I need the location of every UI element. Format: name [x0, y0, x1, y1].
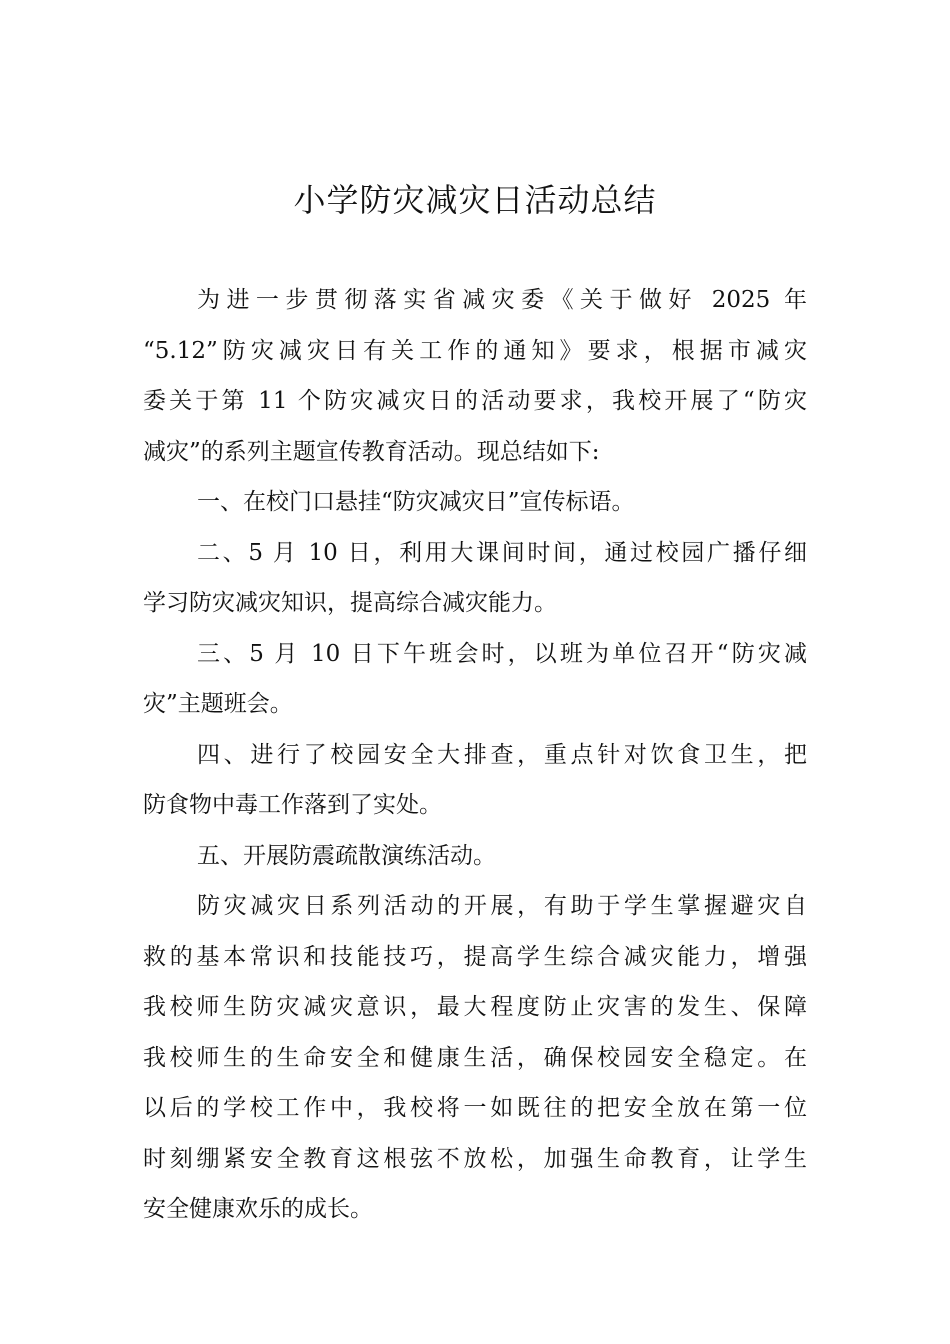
text-line: 防灾减灾日系列活动的开展，有助于学生掌握避灾自: [197, 893, 807, 919]
text-line: 三、5 月 10 日下午班会时，以班为单位召开“防灾减: [197, 640, 807, 667]
text-line: 我校师生的生命安全和健康生活，确保校园安全稳定。在: [143, 1044, 807, 1071]
text-line: 四、进行了校园安全大排查，重点针对饮食卫生，把: [197, 741, 807, 768]
document-title: 小学防灾减灾日活动总结: [293, 181, 657, 219]
text-line: 以后的学校工作中，我校将一如既往的把安全放在第一位: [143, 1095, 807, 1121]
text-line: 安全健康欢乐的成长。: [143, 1196, 373, 1222]
text-line: 二、5 月 10 日，利用大课间时间，通过校园广播仔细: [197, 539, 807, 566]
text-line: 减灾”的系列主题宣传教育活动。现总结如下:: [143, 438, 600, 465]
text-line: 防食物中毒工作落到了实处。: [143, 792, 442, 818]
text-line: 学习防灾减灾知识，提高综合减灾能力。: [143, 590, 557, 616]
text-line: 一、在校门口悬挂“防灾减灾日”宣传标语。: [197, 489, 635, 515]
text-line: 五、开展防震疏散演练活动。: [197, 842, 496, 869]
text-line: 灾”主题班会。: [143, 691, 293, 717]
text-line: 委关于第 11 个防灾减灾日的活动要求，我校开展了“防灾: [143, 388, 807, 414]
document-body: [143, 275, 807, 1235]
text-line: “5.12”防灾减灾日有关工作的通知》要求，根据市减灾: [143, 337, 807, 364]
text-line: 我校师生防灾减灾意识，最大程度防止灾害的发生、保障: [143, 994, 807, 1020]
text-line: 救的基本常识和技能技巧，提高学生综合减灾能力，增强: [143, 943, 807, 970]
text-line: 时刻绷紧安全教育这根弦不放松，加强生命教育，让学生: [143, 1145, 807, 1172]
text-line: 为进一步贯彻落实省减灾委《关于做好 2025 年: [197, 287, 807, 313]
